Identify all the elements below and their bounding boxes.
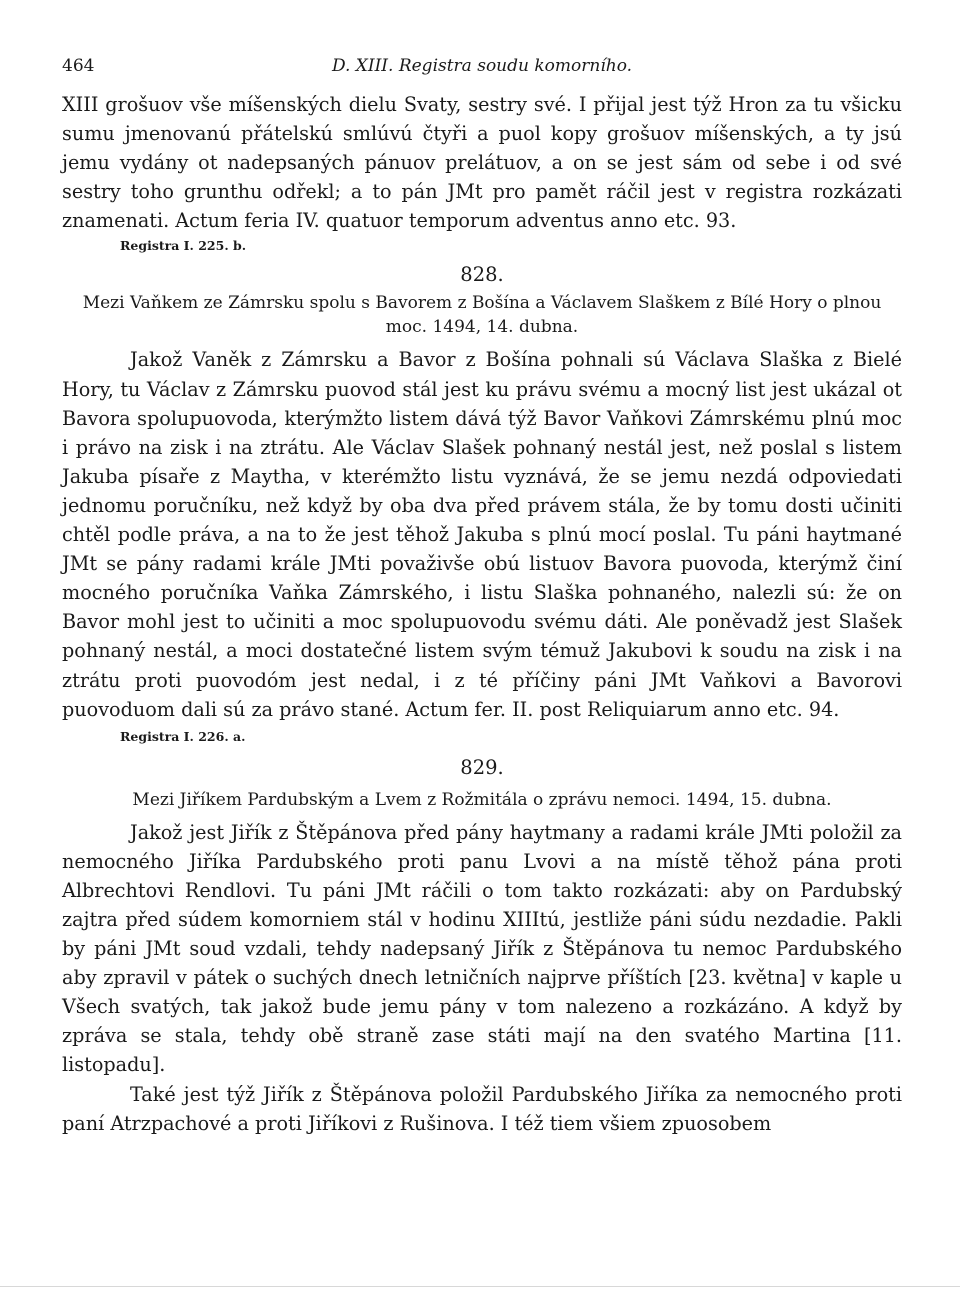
page-number: 464 [62, 56, 95, 76]
document-page [62, 56, 902, 1138]
source-reference: Registra I. 226. a. [120, 728, 246, 744]
entry-paragraph: Jakož Vaněk z Zámrsku a Bavor z Bošína pohnali sú Václava Slaška z Bielé Hory, tu Václav z Zámrsku puovod stál jest ku právu svému a mocný list jest ukázal ot Bavora spolupuovoda, kterýmžto listem dává týž Bavor Vaňkovi Zámrskému plnú moc i právo na zisk i na ztrátu. Ale Václav Slašek pohnaný nestál jest, než poslal s listem Jakuba písaře z Maytha, v kterémžto listu vyznává, že se jemu nezdá odpoviedati jednomu poručníku, než když by oba dva před právem stála, že by tomu dosti učiniti chtěl podle práva, a na to že jest těhož Jakuba s plnú mocí poslal. Tu páni haytmané JMt se pány radami krále JMti považivše obú listuov Bavora puovoda, kterýmž činí mocného poručníka Vaňka Zámrského, i listu Slaška pohnaného, nalezli sú: že on Bavor mohl jest to učiniti a moc spolupuovodu svému dáti. Ale poněvadž jest Slašek pohnaný nestál, a moci dostatečné listem svým témuž Jakubovi k soudu na zisk i na ztrátu proti puovodóm jest nedal, i z té příčiny páni JMt Vaňkovi a Bavorovi puovoduom dali sú za právo stané. Actum fer. II. post Reliquiarum anno etc. 94. [62, 348, 902, 721]
source-reference: Registra I. 225. b. [120, 238, 247, 254]
entry-paragraph: Jakož jest Jiřík z Štěpánova před pány haytmany a radami krále JMti položil za nemocného Jiříka Pardubského proti panu Lvovi a na místě těhož pána proti Albrechtovi Rendlovi. Tu páni JMt ráčili o tom takto rozkázati: aby on Pardubský zajtra před súdem komorniem stál v hodinu XIIItú, jestliže páni súdu nezdadie. Pakli by páni JMt soud vzdali, tehdy nadepsaný Jiřík z Štěpánova tu nemoc Pardubského aby zpravil v pátek o suchých dnech letničních najprve příštích [23. května] v kaple u Všech svatých, tak jakož bude jemu pány v tom nalezeno a rozkázáno. A když by zpráva se stala, tehdy obě straně zase státi mají na den svatého Martina [11. listopadu]. [62, 820, 902, 1077]
entry-paragraph: Také jest týž Jiřík z Štěpánova položil Pardubského Jiříka za nemocného proti paní Atrzpachové a proti Jiříkovi z Rušinova. I též tiem všiem zpuosobem [62, 1082, 902, 1135]
continuation-paragraph: XIII grošuov vše míšenských dielu Svaty, sestry své. I přijal jest týž Hron za tu všicku sumu jmenovanú přátelskú smlúvú čtyři a puol kopy grošuov míšenských, a ty jsú jemu vydány ot nadepsaných pánuov prelátuov, a on se jest sám od sebe i od své sestry toho grunthu odřekl; a to pán JMt pro pamět ráčil jest v registra rozkázati znamenati. Actum feria IV. quatuor temporum adventus anno etc. 93. [62, 93, 902, 233]
entry-headline: Mezi Vaňkem ze Zámrsku spolu s Bavorem z Bošína a Václavem Slaškem z Bílé Hory o plnou moc. 1494, 14. dubna. [82, 293, 882, 338]
scan-edge-line [0, 1286, 960, 1287]
running-title: D. XIII. Registra soudu komorního. [331, 56, 633, 76]
running-head [62, 56, 902, 90]
entry-headline: Mezi Jiříkem Pardubským a Lvem z Rožmitála o zprávu nemoci. 1494, 15. dubna. [132, 789, 832, 810]
entry-number: 828. [460, 263, 504, 287]
entry-number: 829. [460, 755, 504, 779]
